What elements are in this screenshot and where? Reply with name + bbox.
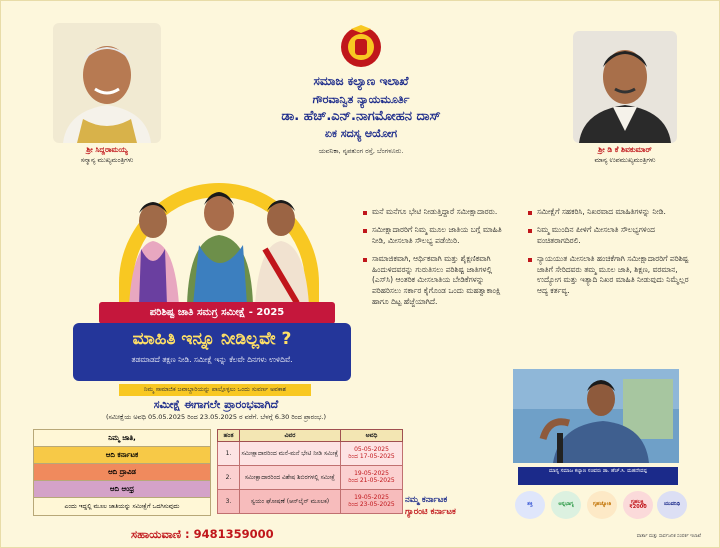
- bullet-item: ಸಮೀಕ್ಷಾದಾರರಿಗೆ ನಿಮ್ಮ ಮೂಲ ಜಾತಿಯ ಬಗ್ಗೆ ಮಾಹಿತಿ ನೀಡಿ, ಮೀಸಲಾತಿ ಸೌಲಭ್ಯ ಪಡೆಯಿರಿ.: [363, 225, 513, 247]
- state-emblem-icon: [337, 23, 385, 69]
- shakti-logo-icon: ಶಕ್ತಿ: [515, 491, 545, 519]
- period-end: ರಿಂದ 17-05-2025: [348, 453, 395, 460]
- row-step: 2.: [218, 466, 240, 490]
- table-row: [218, 442, 403, 466]
- commission-address: ಯವನಿಕಾ, ನೃಪತುಂಗ ರಸ್ತೆ, ಬೆಂಗಳೂರು.: [318, 147, 404, 155]
- row-detail: ಸಮೀಕ್ಷಾದಾರರಿಂದ ವಿಶೇಷ ಶಿಬಿರಗಳಲ್ಲಿ ಸಮೀಕ್ಷೆ: [240, 466, 341, 490]
- deputy-chief-minister-designation: ಮಾನ್ಯ ಉಪಮುಖ್ಯಮಂತ್ರಿಗಳು: [594, 156, 656, 164]
- period-start: 05-05-2025: [354, 446, 389, 453]
- survey-launch: ಸಮೀಕ್ಷೆ ಈಗಾಗಲೇ ಪ್ರಾರಂಭವಾಗಿದೆ: [153, 398, 279, 411]
- headline: ಮಾಹಿತಿ ಇನ್ನೂ ನೀಡಿಲ್ಲವೇ ?: [132, 329, 292, 349]
- bullet-item: ನಿಮ್ಮ ಮುಂದಿನ ಪೀಳಿಗೆ ಮೀಸಲಾತಿ ಸೌಲಭ್ಯಗಳಿಂದ ವಂಚಿತರಾಗದಿರಲಿ.: [528, 225, 696, 247]
- bullet-list-left: [363, 207, 513, 315]
- category-adi-andhra: ಆದಿ ಆಂಧ್ರ: [34, 481, 210, 498]
- period-start: 19-05-2025: [354, 494, 389, 501]
- bullet-list-right: [528, 207, 696, 304]
- department-name: ಸಮಾಜ ಕಲ್ಯಾಣ ಇಲಾಖೆ: [313, 74, 409, 88]
- row-detail: ಸಮೀಕ್ಷಾದಾರರಿಂದ ಮನೆ-ಮನೆ ಭೇಟಿ ನೀಡಿ ಸಮೀಕ್ಷೆ: [240, 442, 341, 466]
- tagline: ನಿಮ್ಮ ಸಾಮಾಜಿಕ ಜವಾಬ್ದಾರಿಯನ್ನು ಪಾಲ್ಗೊಳ್ಳಲು ಒಂದು ಸುವರ್ಣ ಅವಕಾಶ: [119, 384, 311, 396]
- row-period: [341, 466, 403, 490]
- gov-slogan-line2: ಗ್ಯಾರಂಟಿ ಕರ್ನಾಟಕ: [405, 507, 456, 517]
- survey-ribbon: ಪರಿಶಿಷ್ಟ ಜಾತಿ ಸಮಗ್ರ ಸಮೀಕ್ಷೆ - 2025: [99, 302, 335, 324]
- honorific: ಗೌರವಾನ್ವಿತ ನ್ಯಾಯಮೂರ್ತಿ: [312, 93, 410, 106]
- row-detail: ಸ್ವಯಂ ಘೋಷಣೆ (ಆನ್‌ಲೈನ್ ಮೂಲಕ): [240, 490, 341, 514]
- table-header-row: [218, 430, 403, 442]
- subline: ತಡಮಾಡದೆ ತಕ್ಷಣ ನೀಡಿ. ಸಮೀಕ್ಷೆ ಇನ್ನು ಕೆಲವೇ ದಿನಗಳು ಉಳಿದಿವೆ.: [131, 355, 293, 364]
- deputy-chief-minister-name: ಶ್ರೀ ಡಿ ಕೆ ಶಿವಕುಮಾರ್: [598, 145, 652, 154]
- deputy-chief-minister-portrait: [573, 31, 677, 143]
- row-step: 1.: [218, 442, 240, 466]
- row-period: [341, 490, 403, 514]
- col-detail: ವಿವರ: [240, 430, 341, 442]
- chief-minister-portrait: [53, 23, 161, 143]
- chief-minister-name: ಶ್ರೀ ಸಿದ್ದರಾಮಯ್ಯ: [86, 145, 128, 154]
- schedule-table: [217, 429, 403, 514]
- gruhalakshmi-logo-icon: ಗೃಹಲಕ್ಷ್ಮಿ ₹2000: [623, 491, 653, 519]
- col-step: ಹಂತ: [218, 430, 240, 442]
- commission-title: ಏಕ ಸದಸ್ಯ ಆಯೋಗ: [324, 127, 398, 140]
- category-adi-dravida: ಆದಿ ದ್ರಾವಿಡ: [34, 464, 210, 481]
- minister-photo: [513, 369, 679, 463]
- gov-slogan-line1: ನಮ್ಮ ಕರ್ನಾಟಕ: [405, 495, 448, 505]
- table-row: [218, 466, 403, 490]
- headline-box: [73, 323, 351, 381]
- bullet-item: ಸಾಮಾಜಿಕವಾಗಿ, ಆರ್ಥಿಕವಾಗಿ ಮತ್ತು ಶೈಕ್ಷಣಿಕವಾಗಿ ಹಿಂದುಳಿದವರನ್ನು ಗುರುತಿಸಲು ಪರಿಶಿಷ್ಟ ಜಾತಿಗಳಲ್ಲಿ (ಎಸ್‌ಸಿ) ಆಂತರಿಕ ಮೀಸಲಾತಿಯ ಬೇಡಿಕೆಗಳನ್ನು ಪರಿಹರಿಸಲು ಸರ್ಕಾರ ಕೈಗೊಂಡ ಒಂದು ಮಹತ್ವಾಕಾಂಕ್ಷಿ ಹಾಗೂ ದಿಟ್ಟ ಹೆಜ್ಜೆಯಾಗಿದೆ.: [363, 254, 513, 308]
- table-row: [218, 490, 403, 514]
- category-adi-karnataka: ಆದಿ ಕರ್ನಾಟಕ: [34, 447, 210, 464]
- footer-disclaimer: ವಾರ್ತಾ ಮತ್ತು ಸಾರ್ವಜನಿಕ ಸಂಪರ್ಕ ಇಲಾಖೆ: [636, 534, 701, 539]
- category-header: ನಿಮ್ಮ ಜಾತಿ,: [34, 430, 210, 447]
- yuvanidhi-logo-icon: ಯುವನಿಧಿ: [657, 491, 687, 519]
- bullet-item: ಸಮೀಕ್ಷೆಗೆ ಸಹಕರಿಸಿ, ನಿಖರವಾದ ಮಾಹಿತಿಗಳನ್ನು ನೀಡಿ.: [528, 207, 696, 218]
- bullet-item: ಮನೆ ಮನೆಗೂ ಭೇಟಿ ನೀಡುತ್ತಿದ್ದಾರೆ ಸಮೀಕ್ಷಾದಾರರು.: [363, 207, 513, 218]
- bullet-item: ನ್ಯಾಯಯುತ ಮೀಸಲಾತಿ ಹಂಚಿಕೆಗಾಗಿ ಸಮೀಕ್ಷಾದಾರರಿಗೆ ಪರಿಶಿಷ್ಟ ಜಾತಿಗೆ ಸೇರಿದವರು ತಮ್ಮ ಮೂಲ ಜಾತಿ, ಶಿಕ್ಷಣ, ವರಮಾನ, ಉದ್ಯೋಗ ಮತ್ತು ಇತ್ಯಾದಿ ನಿಖರ ಮಾಹಿತಿ ನೀಡುವುದು ನಿಮ್ಮೆಲ್ಲರ ಆದ್ಯ ಕರ್ತವ್ಯ.: [528, 254, 696, 298]
- period-start: 19-05-2025: [354, 470, 389, 477]
- commission-head: ಡಾ. ಹೆಚ್.ಎನ್.ನಾಗಮೋಹನ ದಾಸ್: [281, 109, 441, 124]
- gruhajyothi-logo-icon: ಗೃಹಜ್ಯೋತಿ: [587, 491, 617, 519]
- annabhagya-logo-icon: ಅನ್ನಭಾಗ್ಯ: [551, 491, 581, 519]
- helpline-number: ಸಹಾಯವಾಣಿ : 9481359000: [131, 527, 274, 541]
- minister-photo-caption: ಮಾನ್ಯ ಸಮಾಜ ಕಲ್ಯಾಣ ಸಚಿವರು ಡಾ. ಹೆಚ್.ಸಿ. ಮಹದೇವಪ್ಪ: [518, 467, 678, 485]
- category-footer: ಎಂದು ಇದ್ದಲ್ಲಿ ಮೂಲ ಜಾತಿಯನ್ನು ಸಮೀಕ್ಷೆಗೆ ಒದಗಿಸುವುದು: [34, 498, 210, 515]
- survey-schedule: (ಸಮೀಕ್ಷೆಯ ಅವಧಿ 05.05.2025 ರಿಂದ 23.05.2025 ರ ವರೆಗೆ. ಬೆಳಗ್ಗೆ 6.30 ರಿಂದ ಪ್ರಾರಂಭ.): [105, 413, 327, 421]
- caste-category-table: [33, 429, 211, 516]
- period-end: ರಿಂದ 23-05-2025: [348, 501, 395, 508]
- row-step: 3.: [218, 490, 240, 514]
- chief-minister-designation: ಸನ್ಮಾನ್ಯ ಮುಖ್ಯಮಂತ್ರಿಗಳು: [80, 156, 134, 164]
- row-period: [341, 442, 403, 466]
- surveyors-photo: [119, 183, 319, 305]
- col-period: ಅವಧಿ: [341, 430, 403, 442]
- period-end: ರಿಂದ 21-05-2025: [348, 477, 395, 484]
